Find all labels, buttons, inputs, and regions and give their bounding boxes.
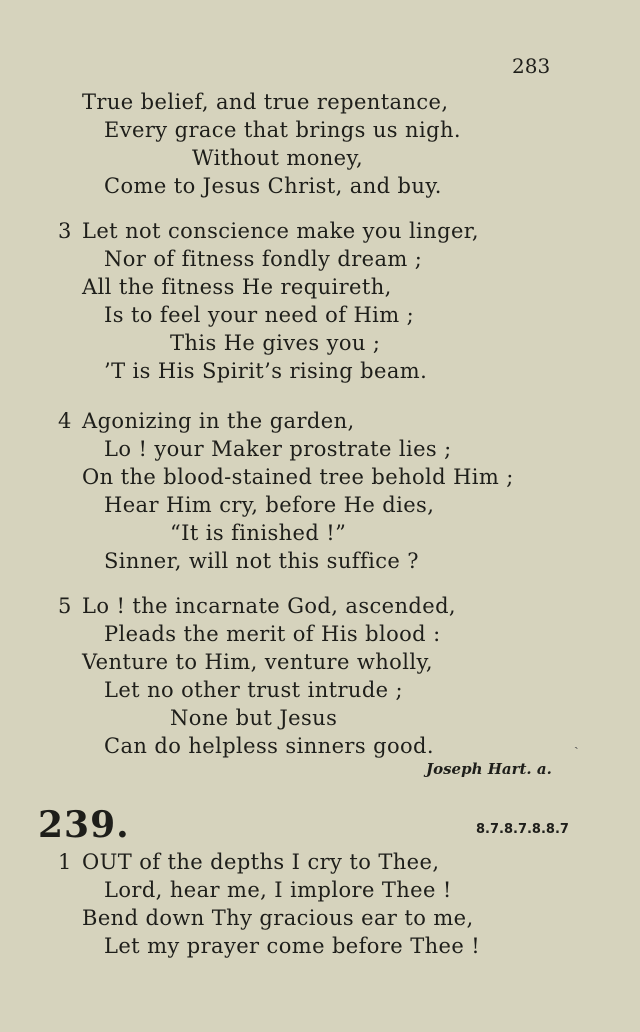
verse-line: Lo ! the incarnate God, ascended, xyxy=(82,594,457,618)
verse-line: Is to feel your need of Him ; xyxy=(104,303,415,327)
verse-line: Let my prayer come before Thee ! xyxy=(104,934,481,958)
page-number: 283 xyxy=(512,54,551,78)
verse-line: Venture to Him, venture wholly, xyxy=(82,650,433,674)
verse-line: Nor of fitness fondly dream ; xyxy=(104,247,423,271)
verse-line: Pleads the merit of His blood : xyxy=(104,622,441,646)
verse-line: Without money, xyxy=(192,146,364,170)
verse-line: This He gives you ; xyxy=(170,331,381,355)
verse-line: Bend down Thy gracious ear to me, xyxy=(82,906,474,930)
verse-line: Lo ! your Maker prostrate lies ; xyxy=(104,437,452,461)
verse-line: On the blood-stained tree behold Him ; xyxy=(82,465,514,489)
stanza-number: 1 xyxy=(58,850,72,874)
verse-line: Sinner, will not this suffice ? xyxy=(104,549,419,573)
verse-line: Hear Him cry, before He dies, xyxy=(104,493,435,517)
author-attribution: Joseph Hart. a. xyxy=(426,760,552,778)
verse-line: ’T is His Spirit’s rising beam. xyxy=(104,359,428,383)
verse-line: Every grace that brings us nigh. xyxy=(104,118,461,142)
print-mark: ˏ xyxy=(574,734,579,750)
stanza-number: 4 xyxy=(58,409,72,433)
verse-line: None but Jesus xyxy=(170,706,338,730)
verse-line: OUT of the depths I cry to Thee, xyxy=(82,850,440,874)
verse-line: “It is finished !” xyxy=(170,521,347,545)
verse-line: Let not conscience make you linger, xyxy=(82,219,479,243)
verse-line: Let no other trust intrude ; xyxy=(104,678,404,702)
verse-line: Can do helpless sinners good. xyxy=(104,734,434,758)
verse-line: All the fitness He requireth, xyxy=(82,275,392,299)
verse-line: Come to Jesus Christ, and buy. xyxy=(104,174,442,198)
stanza-number: 5 xyxy=(58,594,72,618)
verse-line: Lord, hear me, I implore Thee ! xyxy=(104,878,452,902)
verse-line: True belief, and true repentance, xyxy=(82,90,449,114)
hymn-meter: 8.7.8.7.8.8.7 xyxy=(476,822,569,837)
stanza-number: 3 xyxy=(58,219,72,243)
verse-line: Agonizing in the garden, xyxy=(82,409,355,433)
hymn-number: 239. xyxy=(38,804,130,846)
